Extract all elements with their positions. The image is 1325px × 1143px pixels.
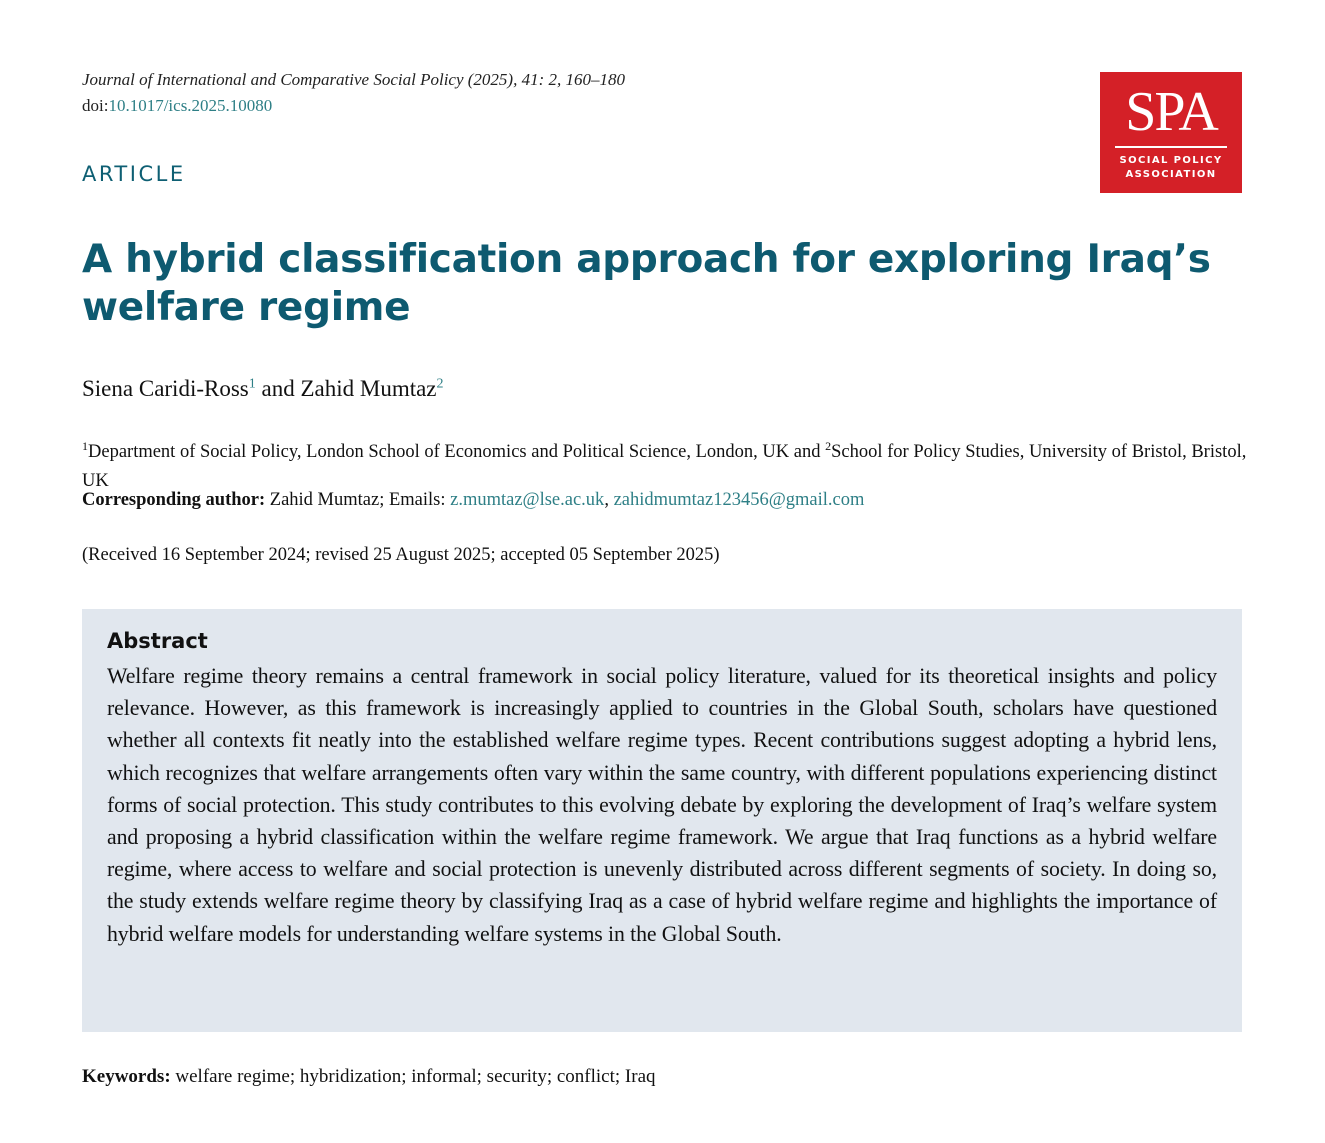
author-1[interactable]: Siena Caridi-Ross [82,376,249,401]
email-link-1[interactable]: z.mumtaz@lse.ac.uk [450,490,605,510]
affil-2: School for Policy Studies, University of Bristol, Bristol, UK [82,442,1247,492]
logo-divider [1115,146,1227,148]
doi-line [82,96,272,116]
corresponding-label: Corresponding author: [82,490,266,510]
keywords [82,1066,656,1088]
author-conjunction: and [255,376,301,401]
doi-prefix: doi: [82,96,109,115]
abstract-box [82,609,1242,1032]
email-separator: , [604,490,614,510]
author-1-affil-ref[interactable]: 1 [248,376,256,392]
logo-abbrev: SPA [1125,81,1217,143]
spa-logo[interactable] [1100,72,1242,193]
email-link-2[interactable]: zahidmumtaz123456@gmail.com [613,490,865,510]
author-2-affil-ref[interactable]: 2 [436,376,444,392]
doi-link[interactable]: 10.1017/ics.2025.10080 [108,96,273,115]
corresponding-name: Zahid Mumtaz; Emails: [265,490,451,510]
author-list [82,376,444,402]
article-title: A hybrid classification approach for exploring Iraq’s welfare regime [82,237,1211,330]
logo-line2: ASSOCIATION [1125,169,1217,180]
author-2[interactable]: Zahid Mumtaz [300,376,437,401]
received-dates: (Received 16 September 2024; revised 25 August 2025; accepted 05 September 2025) [82,545,720,565]
corresponding-author [82,490,864,511]
affil-1-marker: 1 [82,439,88,453]
keywords-list: welfare regime; hybridization; informal; security; conflict; Iraq [170,1066,656,1087]
affil-1: Department of Social Policy, London School of Economics and Political Science, London, UK and [88,442,826,463]
affiliations [82,432,1252,496]
logo-line1: SOCIAL POLICY [1119,155,1223,166]
journal-citation: Journal of International and Comparative Social Policy (2025), 41: 2, 160–180 [82,70,625,89]
abstract-text: Welfare regime theory remains a central framework in social policy literature, valued for its theoretical insights and policy relevance. However, as this framework is increasingly applied to countries in the Global South, scholars have questioned whether all contexts fit neatly into the established welfare regime types. Recent contributions suggest adopting a hybrid lens, which recognizes that welfare arrangements often vary within the same country, with different populations experiencing distinct forms of social protection. This study contributes to this evolving debate by exploring the development of Iraq’s welfare system and proposing a hybrid classification within the welfare regime framework. We argue that Iraq functions as a hybrid welfare regime, where access to welfare and social protection is unevenly distributed across different segments of society. In doing so, the study extends welfare regime theory by classifying Iraq as a case of hybrid welfare regime and highlights the importance of hybrid welfare models for understanding welfare systems in the Global South. [107,664,1217,946]
keywords-label: Keywords: [82,1066,171,1087]
article-type-label: ARTICLE [82,162,186,186]
abstract-heading: Abstract [107,629,208,653]
affil-2-marker: 2 [825,439,832,453]
